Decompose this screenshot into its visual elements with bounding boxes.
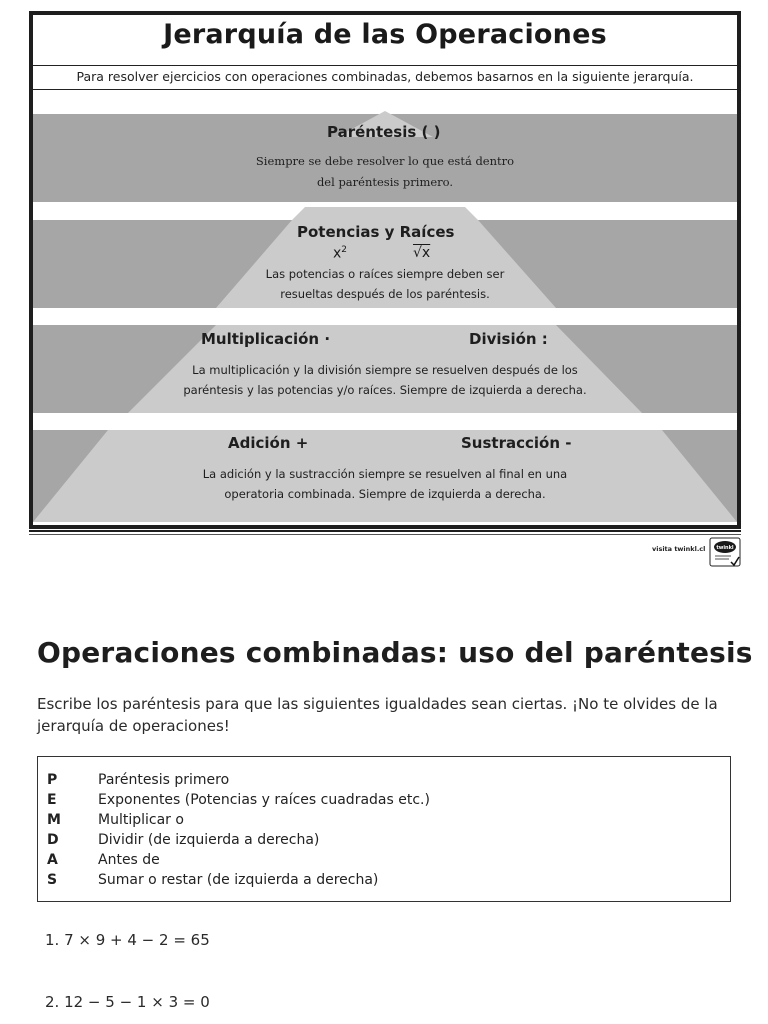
poster-intro: Para resolver ejercicios con operaciones combinadas, debemos basarnos en la siguiente jerarquía. [76, 69, 694, 84]
level-1-text [185, 151, 585, 193]
pemdas-desc: Sumar o restar (de izquierda a derecha) [98, 872, 379, 888]
level-1-title: Paréntesis ( ) [327, 123, 441, 141]
level-4-title-right: Sustracción - [461, 434, 572, 452]
pemdas-letter: P [47, 772, 58, 788]
level-4-text-line-2: operatoria combinada. Siempre de izquierda a derecha. [224, 487, 546, 501]
twinkl-logo-icon [709, 537, 741, 567]
pemdas-letter: M [47, 812, 61, 828]
level-3-title-left: Multiplicación · [201, 330, 331, 348]
level-4-title-left: Adición + [228, 434, 309, 452]
pemdas-desc: Paréntesis primero [98, 772, 230, 788]
pemdas-letter: S [47, 872, 58, 888]
pemdas-desc: Multiplicar o [98, 812, 184, 828]
level-1-text-line-1: Siempre se debe resolver lo que está dentro [255, 154, 515, 168]
hierarchy-poster [29, 11, 741, 529]
worksheet-instructions: Escribe los paréntesis para que las siguientes igualdades sean ciertas. ¡No te olvides de la jerarquía de operaciones! [37, 695, 718, 735]
pemdas-desc: Antes de [98, 852, 160, 868]
level-3-text-line-2: paréntesis y las potencias y/o raíces. Siempre de izquierda a derecha. [183, 383, 587, 397]
level-2-text [185, 264, 585, 304]
exercise-2: 2. 12 − 5 − 1 × 3 = 0 [45, 993, 210, 1011]
level-2-text-line-1: Las potencias o raíces siempre deben ser [265, 267, 505, 281]
level-4-text [135, 464, 635, 504]
root-symbol: √x [413, 245, 431, 261]
pemdas-letter: A [47, 852, 58, 868]
level-2-title: Potencias y Raíces [297, 223, 455, 241]
svg-text:twinkl: twinkl [716, 545, 734, 551]
worksheet-title: Operaciones combinadas: uso del paréntesis [37, 636, 753, 669]
power-symbol: $x^2$ [333, 245, 348, 262]
level-2-text-line-2: resueltas después de los paréntesis. [280, 287, 490, 301]
level-3-text [135, 360, 635, 400]
pemdas-desc: Exponentes (Potencias y raíces cuadradas etc.) [98, 792, 430, 808]
level-4-text-line-1: La adición y la sustracción siempre se resuelven al final en una [202, 467, 568, 481]
pemdas-letter: E [47, 792, 57, 808]
poster-title: Jerarquía de las Operaciones [163, 19, 607, 50]
poster-bottom-rule-thin [29, 534, 741, 535]
poster-bottom-rule [29, 530, 741, 532]
level-3-title-right: División : [469, 330, 548, 348]
pemdas-letter: D [47, 832, 59, 848]
visit-twinkl-text: visita twinkl.cl [652, 545, 706, 553]
level-1-text-line-2: del paréntesis primero. [316, 175, 454, 189]
pemdas-desc: Dividir (de izquierda a derecha) [98, 832, 320, 848]
pemdas-box [37, 756, 731, 902]
exercise-1: 1. 7 × 9 + 4 − 2 = 65 [45, 931, 210, 949]
level-3-text-line-1: La multiplicación y la división siempre se resuelven después de los [192, 363, 578, 377]
